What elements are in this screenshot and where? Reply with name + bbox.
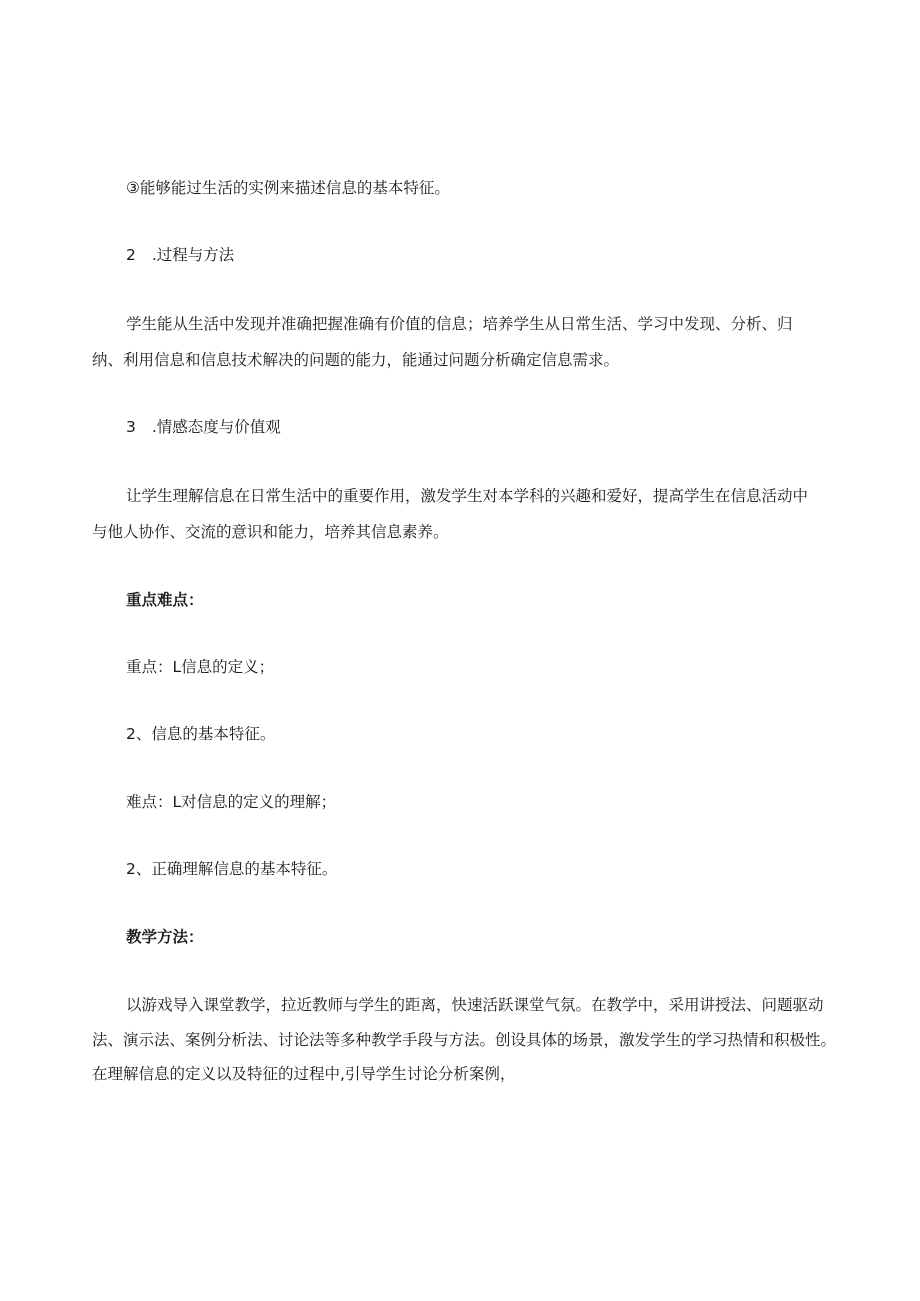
difficult-point-1: 难点：L对信息的定义的理解； [126, 793, 337, 811]
section-title: .情感态度与价值观 [151, 418, 281, 436]
key-point-2: 2、信息的基本特征。 [126, 725, 276, 743]
paragraph-line: 纳、利用信息和信息技术解决的问题的能力，能通过问题分析确定信息需求。 [92, 351, 620, 369]
difficult-point-2: 2、正确理解信息的基本特征。 [126, 860, 338, 878]
section-heading-attitudes-values [126, 417, 281, 437]
paragraph-line: 以游戏导入课堂教学，拉近教师与学生的距离，快速活跃课堂气氛。在教学中，采用讲授法、问题驱动 [126, 996, 824, 1014]
section-number: 2 [126, 246, 136, 264]
paragraph-line: 在理解信息的定义以及特征的过程中,引导学生讨论分析案例， [92, 1065, 516, 1083]
heading-teaching-methods: 教学方法： [126, 928, 204, 946]
heading-key-difficult-points: 重点难点： [126, 591, 204, 609]
section-number: 3 [126, 418, 136, 436]
section-title: .过程与方法 [151, 246, 235, 264]
paragraph-line: 学生能从生活中发现并准确把握准确有价值的信息；培养学生从日常生活、学习中发现、分析、归 [126, 315, 793, 333]
paragraph-line: 法、演示法、案例分析法、讨论法等多种教学手段与方法。创设具体的场景，激发学生的学习热情和积极性。 [92, 1031, 837, 1049]
objective-item-3: ③能够能过生活的实例来描述信息的基本特征。 [126, 179, 450, 197]
paragraph-line: 让学生理解信息在日常生活中的重要作用，激发学生对本学科的兴趣和爱好，提高学生在信息活动中 [126, 487, 809, 505]
paragraph-line: 与他人协作、交流的意识和能力，培养其信息素养。 [92, 523, 449, 541]
section-heading-process-methods [126, 245, 234, 265]
key-point-1: 重点：L信息的定义； [126, 658, 275, 676]
